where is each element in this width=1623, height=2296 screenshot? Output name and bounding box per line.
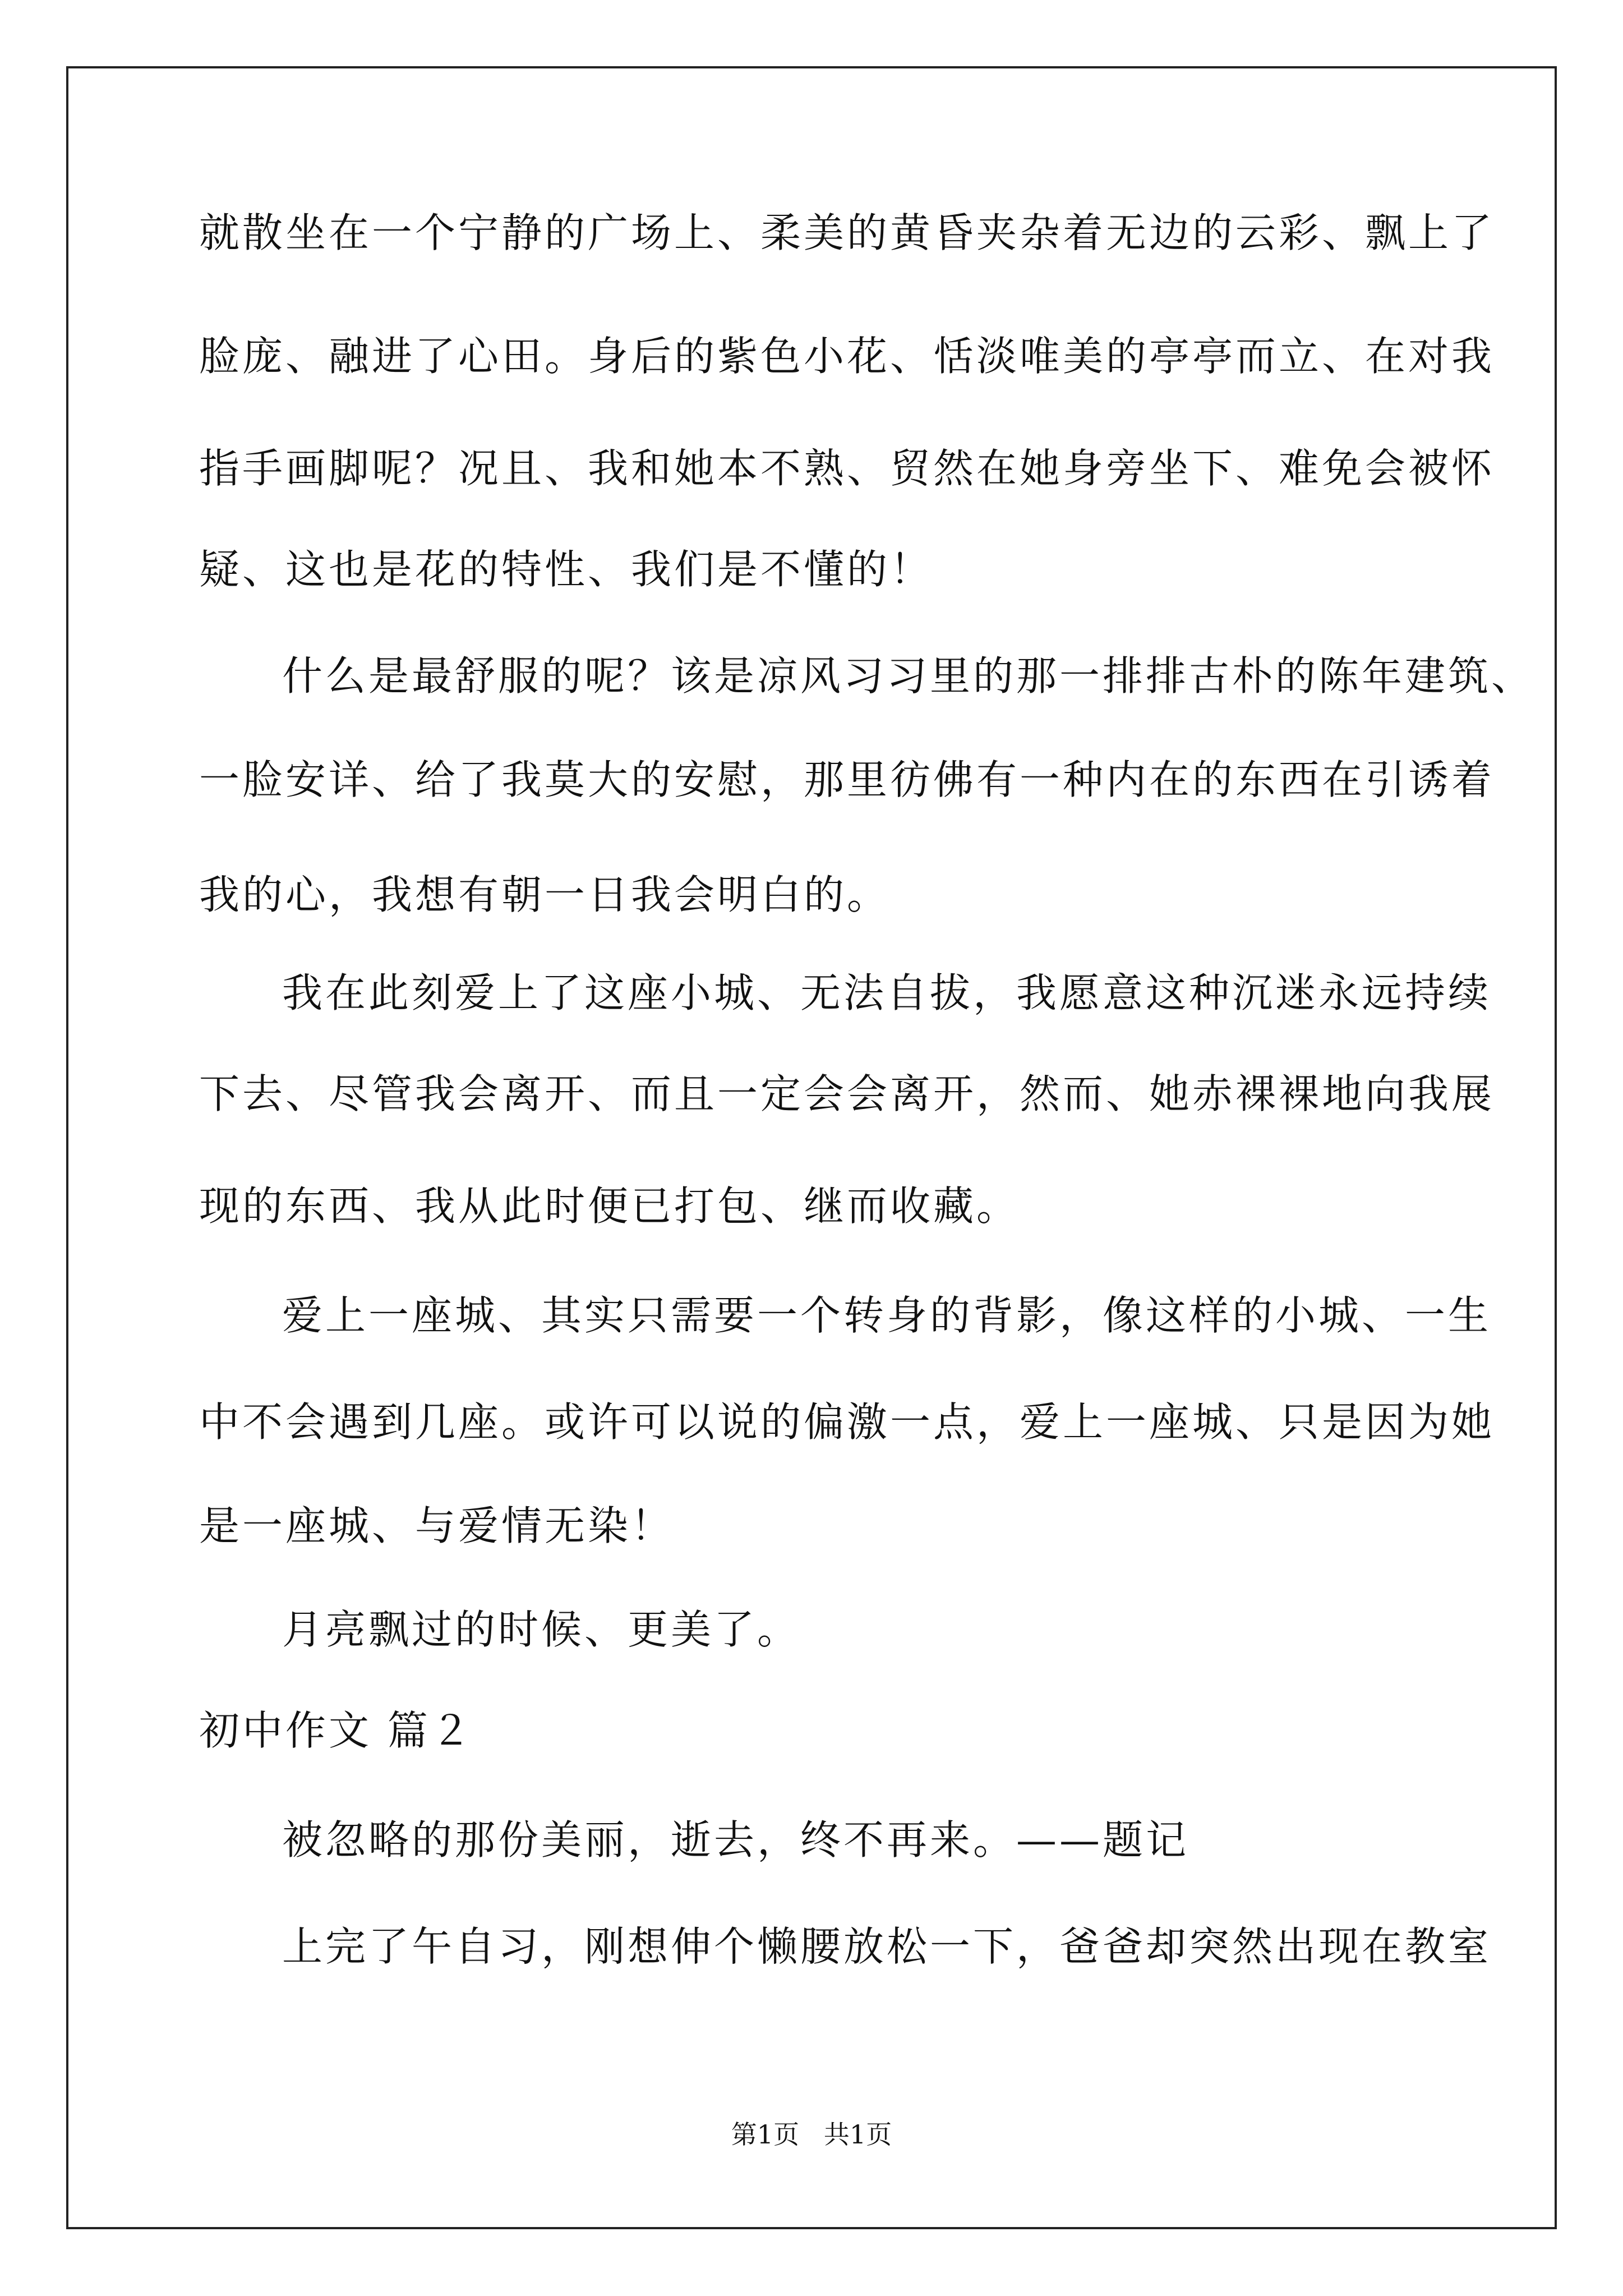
paragraph-start: 上完了午自习，刚想伸个懒腰放松一下，爸爸却突然出现在教室 xyxy=(282,1923,1492,1970)
text-line: 我的心，我想有朝一日我会明白的。 xyxy=(199,871,891,918)
page-border xyxy=(66,66,1557,2229)
paragraph-start: 爱上一座城、其实只需要一个转身的背影，像这样的小城、一生 xyxy=(282,1292,1492,1339)
text-line: 下去、尽管我会离开、而且一定会会离开，然而、她赤裸裸地向我展 xyxy=(199,1070,1495,1117)
text-line: 指手画脚呢？况且、我和她本不熟、贸然在她身旁坐下、难免会被怀 xyxy=(199,445,1495,492)
text-line: 就散坐在一个宁静的广场上、柔美的黄昏夹杂着无边的云彩、飘上了 xyxy=(199,209,1495,256)
page-footer: 第1页 共1页 xyxy=(731,2119,892,2150)
section-heading: 初中作文 篇２ xyxy=(199,1707,474,1754)
text-line: 是一座城、与爱情无染！ xyxy=(199,1502,675,1549)
text-line: 现的东西、我从此时便已打包、继而收藏。 xyxy=(199,1182,1020,1230)
paragraph-start: 月亮飘过的时候、更美了。 xyxy=(282,1606,801,1653)
text-line: 中不会遇到几座。或许可以说的偏激一点，爱上一座城、只是因为她 xyxy=(199,1398,1495,1446)
epigraph: 被忽略的那份美丽，逝去，终不再来。——题记 xyxy=(282,1816,1189,1864)
text-line: 疑、这也是花的特性、我们是不懂的！ xyxy=(199,546,934,593)
text-line: 脸庞、融进了心田。身后的紫色小花、恬淡唯美的亭亭而立、在对我 xyxy=(199,333,1495,380)
paragraph-start: 我在此刻爱上了这座小城、无法自拔，我愿意这种沉迷永远持续 xyxy=(282,969,1492,1016)
text-line: 一脸安详、给了我莫大的安慰，那里彷佛有一种内在的东西在引诱着 xyxy=(199,756,1495,803)
paragraph-start: 什么是最舒服的呢？该是凉风习习里的那一排排古朴的陈年建筑、 xyxy=(282,652,1535,700)
